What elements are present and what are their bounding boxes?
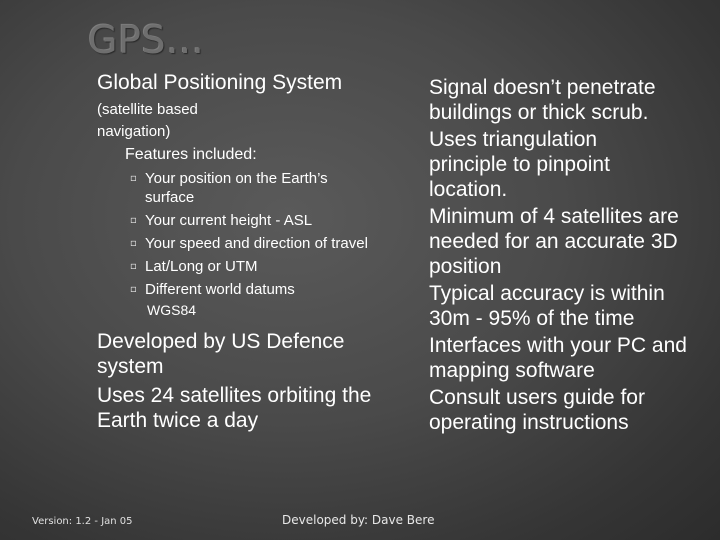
feature-item: [40, 211, 380, 230]
list-item: [392, 127, 649, 202]
slide-title: GPS…: [88, 18, 205, 62]
feature-item: [40, 234, 370, 253]
feature-text: Your speed and direction of travel: [145, 235, 368, 252]
list-item: [392, 385, 702, 435]
author-footer: Developed by: Dave Bere: [282, 513, 435, 527]
list-item: [392, 75, 702, 125]
list-item: [40, 383, 387, 433]
square-bullet-icon: ▫: [130, 238, 137, 249]
right-column: [392, 75, 702, 437]
features-label: Features included:: [125, 146, 257, 163]
square-bullet-icon: ▫: [130, 215, 137, 226]
square-bullet-icon: ▫: [130, 284, 137, 295]
list-item: [392, 204, 709, 279]
item-text: Global Positioning System: [97, 71, 343, 94]
feature-text: Your current height - ASL: [145, 212, 313, 229]
square-bullet-icon: ▫: [130, 173, 137, 184]
square-bullet-icon: ▫: [130, 261, 137, 272]
feature-text: Lat/Long or UTM: [145, 258, 258, 275]
feature-text: Your position on the Earth’s surface: [145, 170, 328, 206]
list-item: [392, 333, 702, 383]
list-item-continuation: [40, 122, 380, 142]
left-column: [40, 70, 380, 433]
datum-example: [40, 301, 380, 319]
item-text: Developed by US Defence system: [97, 330, 345, 378]
version-footer: Version: 1.2 - Jan 05: [32, 516, 133, 527]
item-text-small: (satellite based: [97, 101, 198, 118]
feature-text: Different world datums: [145, 281, 295, 298]
item-text: Consult users guide for operating instructions: [429, 386, 645, 434]
datum-text: WGS84: [147, 302, 197, 318]
feature-item: [40, 257, 380, 276]
feature-item: [40, 169, 365, 207]
feature-item: [40, 280, 380, 299]
list-item: [40, 329, 347, 379]
item-text: Signal doesn’t penetrate buildings or thick scrub.: [429, 76, 656, 124]
list-item: [392, 281, 702, 331]
item-text: Uses triangulation principle to pinpoint location.: [429, 128, 610, 201]
sub-list-item: [40, 145, 380, 165]
list-item: [40, 70, 357, 122]
item-text-small: navigation): [97, 123, 171, 140]
item-text: Uses 24 satellites orbiting the Earth twice a day: [97, 384, 372, 432]
item-text: Minimum of 4 satellites are needed for an accurate 3D position: [429, 205, 679, 278]
item-text: Interfaces with your PC and mapping software: [429, 334, 687, 382]
item-text: Typical accuracy is within 30m - 95% of the time: [429, 282, 665, 330]
